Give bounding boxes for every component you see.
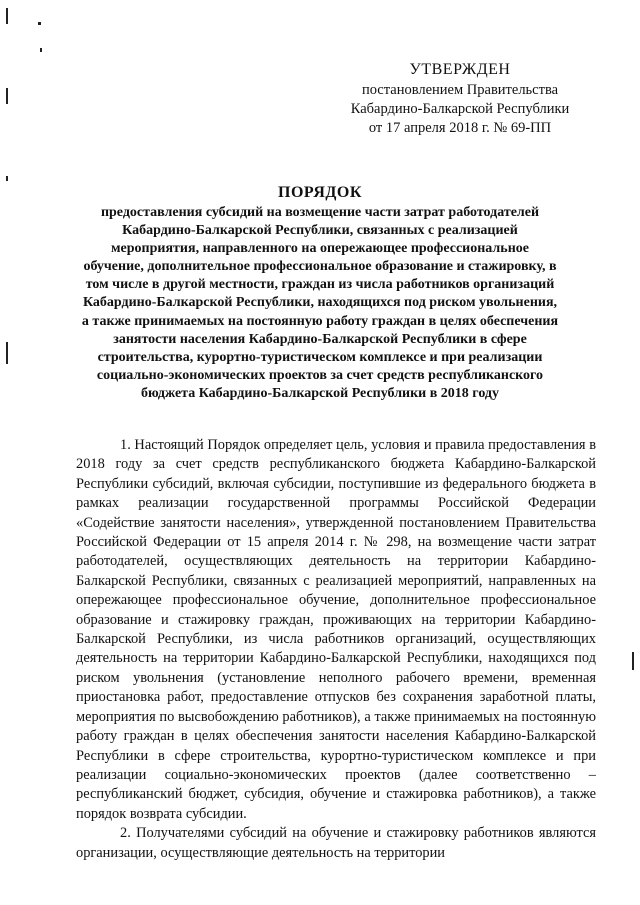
approval-title: УТВЕРЖДЕН [409,61,511,78]
document-title: ПОРЯДОК [278,184,362,201]
scan-mark [6,88,8,104]
approval-line: Кабардино-Балкарской Республики [350,101,570,117]
scan-mark [40,48,42,52]
paragraph: 1. Настоящий Порядок определяет цель, условия и правила предоставления в 2018 году за счет средств республиканского бюджета Кабардино-Балкарской Республики субсидий, включая субсидии, поступившие из федерального бюджета в рамках реализации государственной программы Российской Федерации «Содействие занятости населения», утвержденной постановлением Правительства Российской Федерации от 15 апреля 2014 г. № 298, на возмещение части затрат работодателей, осуществляющих деятельность на территории Кабардино-Балкарской Республики, связанных с реализацией мероприятий, направленных на опережающее профессиональное обучение, дополнительное профессиональное образование и стажировку граждан, проживающих на территории Кабардино-Балкарской Республики, из числа работников организаций, осуществляющих деятельность на территории Кабардино-Балкарской Республики, находящихся под риском увольнения (установление неполного рабочего времени, временная приостановка работ, предоставление отпусков без сохранения заработной платы, мероприятия по высвобождению работников), а также принимаемых на постоянную работу граждан в целях обеспечения занятости населения Кабардино-Балкарской Республики в сфере строительства, курортно-туристическом комплексе и при реализации социально-экономических проектов (далее соответственно – республиканский бюджет, субсидия, обучение и стажировка работников), а также порядок возврата субсидии. [76,437,596,822]
approval-block [330,60,590,138]
scan-mark [6,8,8,24]
scan-mark [38,22,41,25]
approval-line: постановлением Правительства [361,82,559,98]
scan-mark [632,652,634,670]
paragraph: 2. Получателями субсидий на обучение и стажировку работников являются организации, осуществляющие деятельность на территории [76,825,596,861]
approval-line: от 17 апреля 2018 г. № 69-ПП [368,120,552,136]
scan-mark [6,342,8,364]
scan-mark [6,176,8,181]
document-subtitle: предоставления субсидий на возмещение части затрат работодателей Кабардино-Балкарской Республики, связанных с реализацией мероприятия, направленного на опережающее профессиональное обучение, дополнительное профессиональное образование и стажировку, в том числе в другой местности, граждан из числа работников организаций Кабардино-Балкарской Республики, находящихся под риском увольнения, а также принимаемых на постоянную работу граждан в целях обеспечения занятости населения Кабардино-Балкарской Республики в сфере строительства, курортно-туристическом комплексе и при реализации социально-экономических проектов за счет средств республиканского бюджета Кабардино-Балкарской Республики в 2018 году [81,205,559,401]
document-body [76,436,596,863]
